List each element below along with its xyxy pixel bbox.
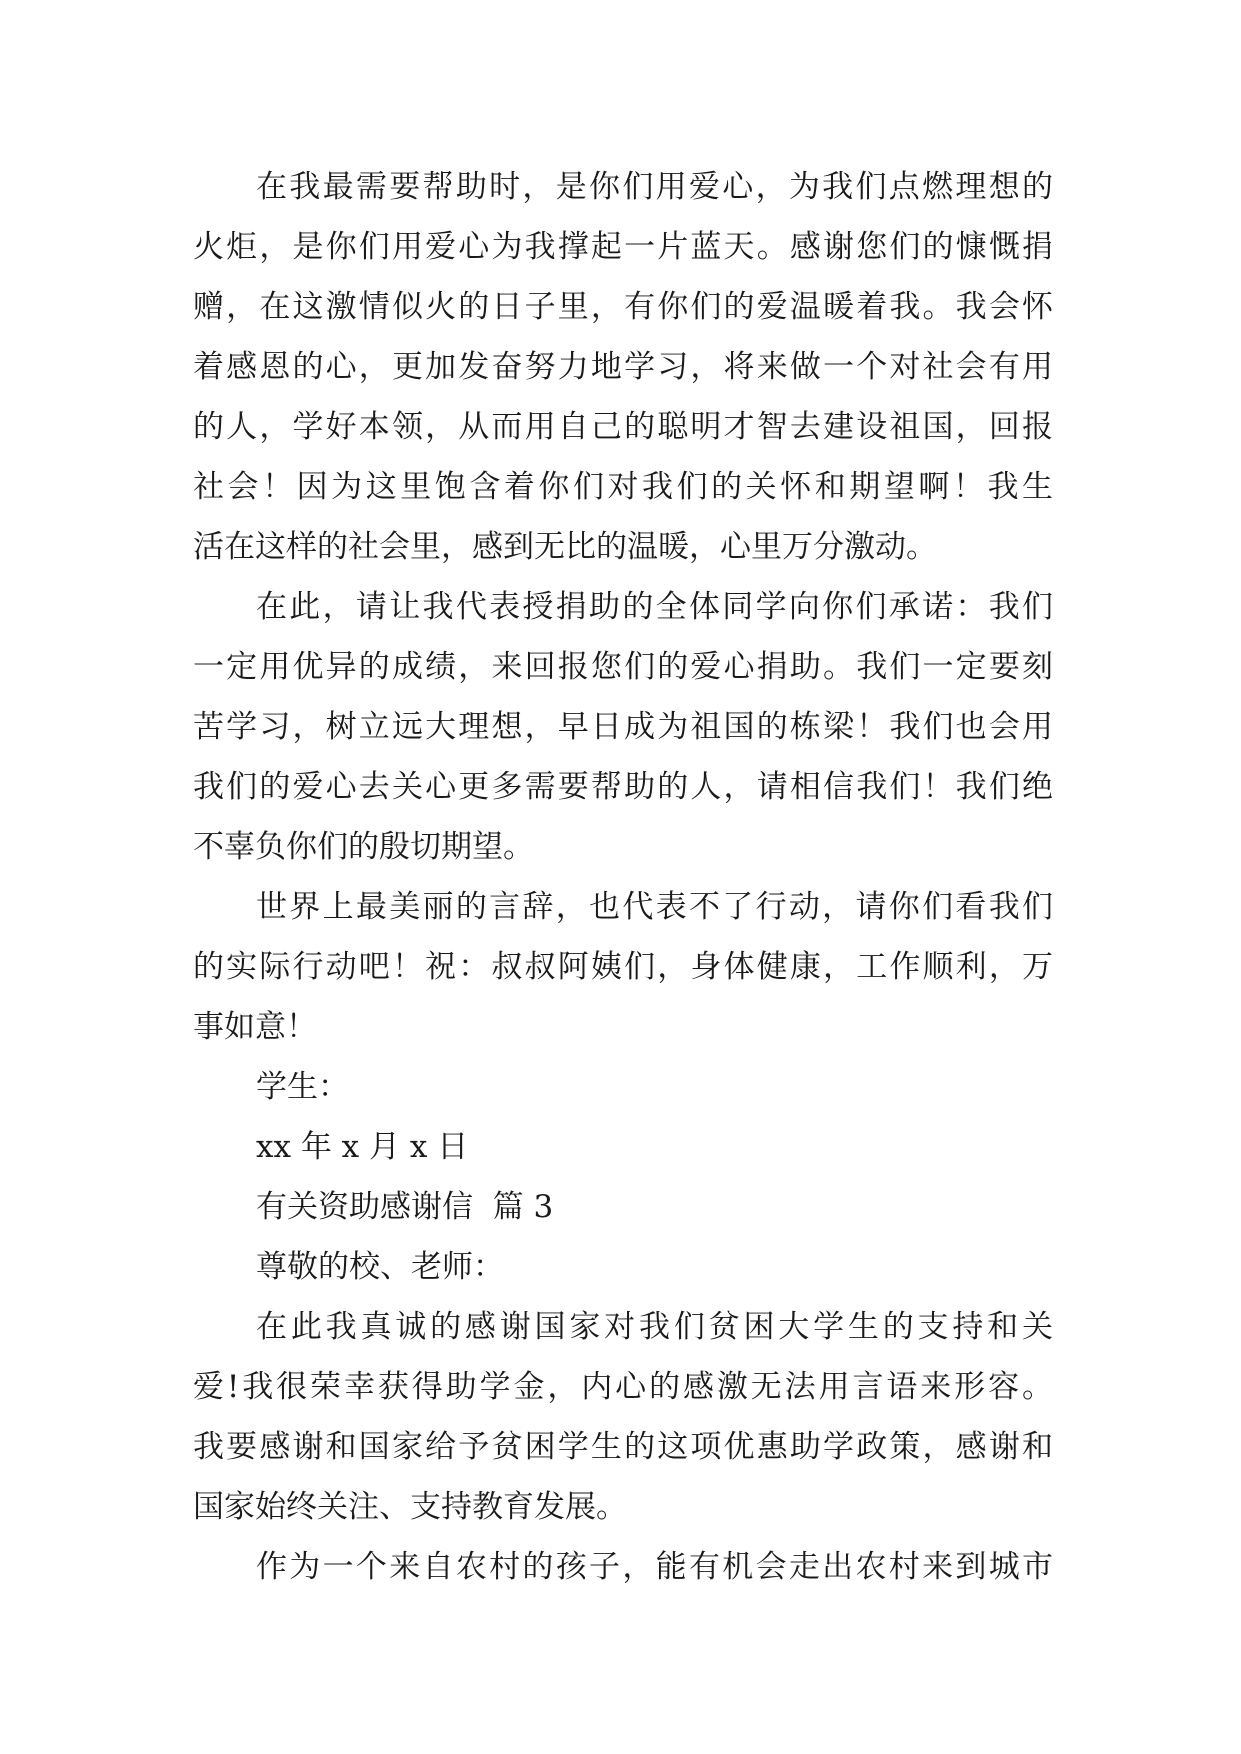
salutation: 尊敬的校、老师：	[256, 1249, 504, 1285]
signature-label: 学生：	[256, 1069, 349, 1105]
section-heading: 有关资助感谢信 篇 3	[256, 1189, 554, 1225]
paragraph-line: 火炬，是你们用爱心为我撑起一片蓝天。感谢您们的慷慨捐	[193, 229, 1053, 265]
paragraph-line: 苦学习，树立远大理想，早日成为祖国的栋梁！我们也会用	[193, 709, 1053, 745]
paragraph-line: 的实际行动吧！祝：叔叔阿姨们，身体健康，工作顺利，万	[193, 949, 1053, 985]
paragraph-line: 不辜负你们的殷切期望。	[193, 829, 534, 865]
paragraph-line: 社会！因为这里饱含着你们对我们的关怀和期望啊！我生	[193, 469, 1053, 505]
paragraph-line: 爱!我很荣幸获得助学金，内心的感激无法用言语来形容。	[193, 1369, 1053, 1405]
paragraph-line: 的人，学好本领，从而用自己的聪明才智去建设祖国，回报	[193, 409, 1053, 445]
paragraph-line: 赠，在这激情似火的日子里，有你们的爱温暖着我。我会怀	[193, 289, 1053, 325]
document-body	[193, 157, 1053, 1597]
paragraph-line: 在此，请让我代表授捐助的全体同学向你们承诺：我们	[256, 589, 1053, 625]
paragraph-line: 着感恩的心，更加发奋努力地学习，将来做一个对社会有用	[193, 349, 1053, 385]
signature-date: xx 年 x 月 x 日	[256, 1129, 469, 1165]
paragraph-line: 活在这样的社会里，感到无比的温暖，心里万分激动。	[193, 529, 937, 565]
paragraph-line: 我们的爱心去关心更多需要帮助的人，请相信我们！我们绝	[193, 769, 1053, 805]
paragraph-line: 在我最需要帮助时，是你们用爱心，为我们点燃理想的	[256, 169, 1053, 205]
paragraph-line: 国家始终关注、支持教育发展。	[193, 1489, 627, 1525]
paragraph-line: 在此我真诚的感谢国家对我们贫困大学生的支持和关	[256, 1309, 1053, 1345]
paragraph-line: 一定用优异的成绩，来回报您们的爱心捐助。我们一定要刻	[193, 649, 1053, 685]
paragraph-line: 作为一个来自农村的孩子，能有机会走出农村来到城市	[256, 1549, 1053, 1585]
paragraph-line: 事如意！	[193, 1009, 317, 1045]
paragraph-line: 我要感谢和国家给予贫困学生的这项优惠助学政策，感谢和	[193, 1429, 1053, 1465]
paragraph-line: 世界上最美丽的言辞，也代表不了行动，请你们看我们	[256, 889, 1053, 925]
